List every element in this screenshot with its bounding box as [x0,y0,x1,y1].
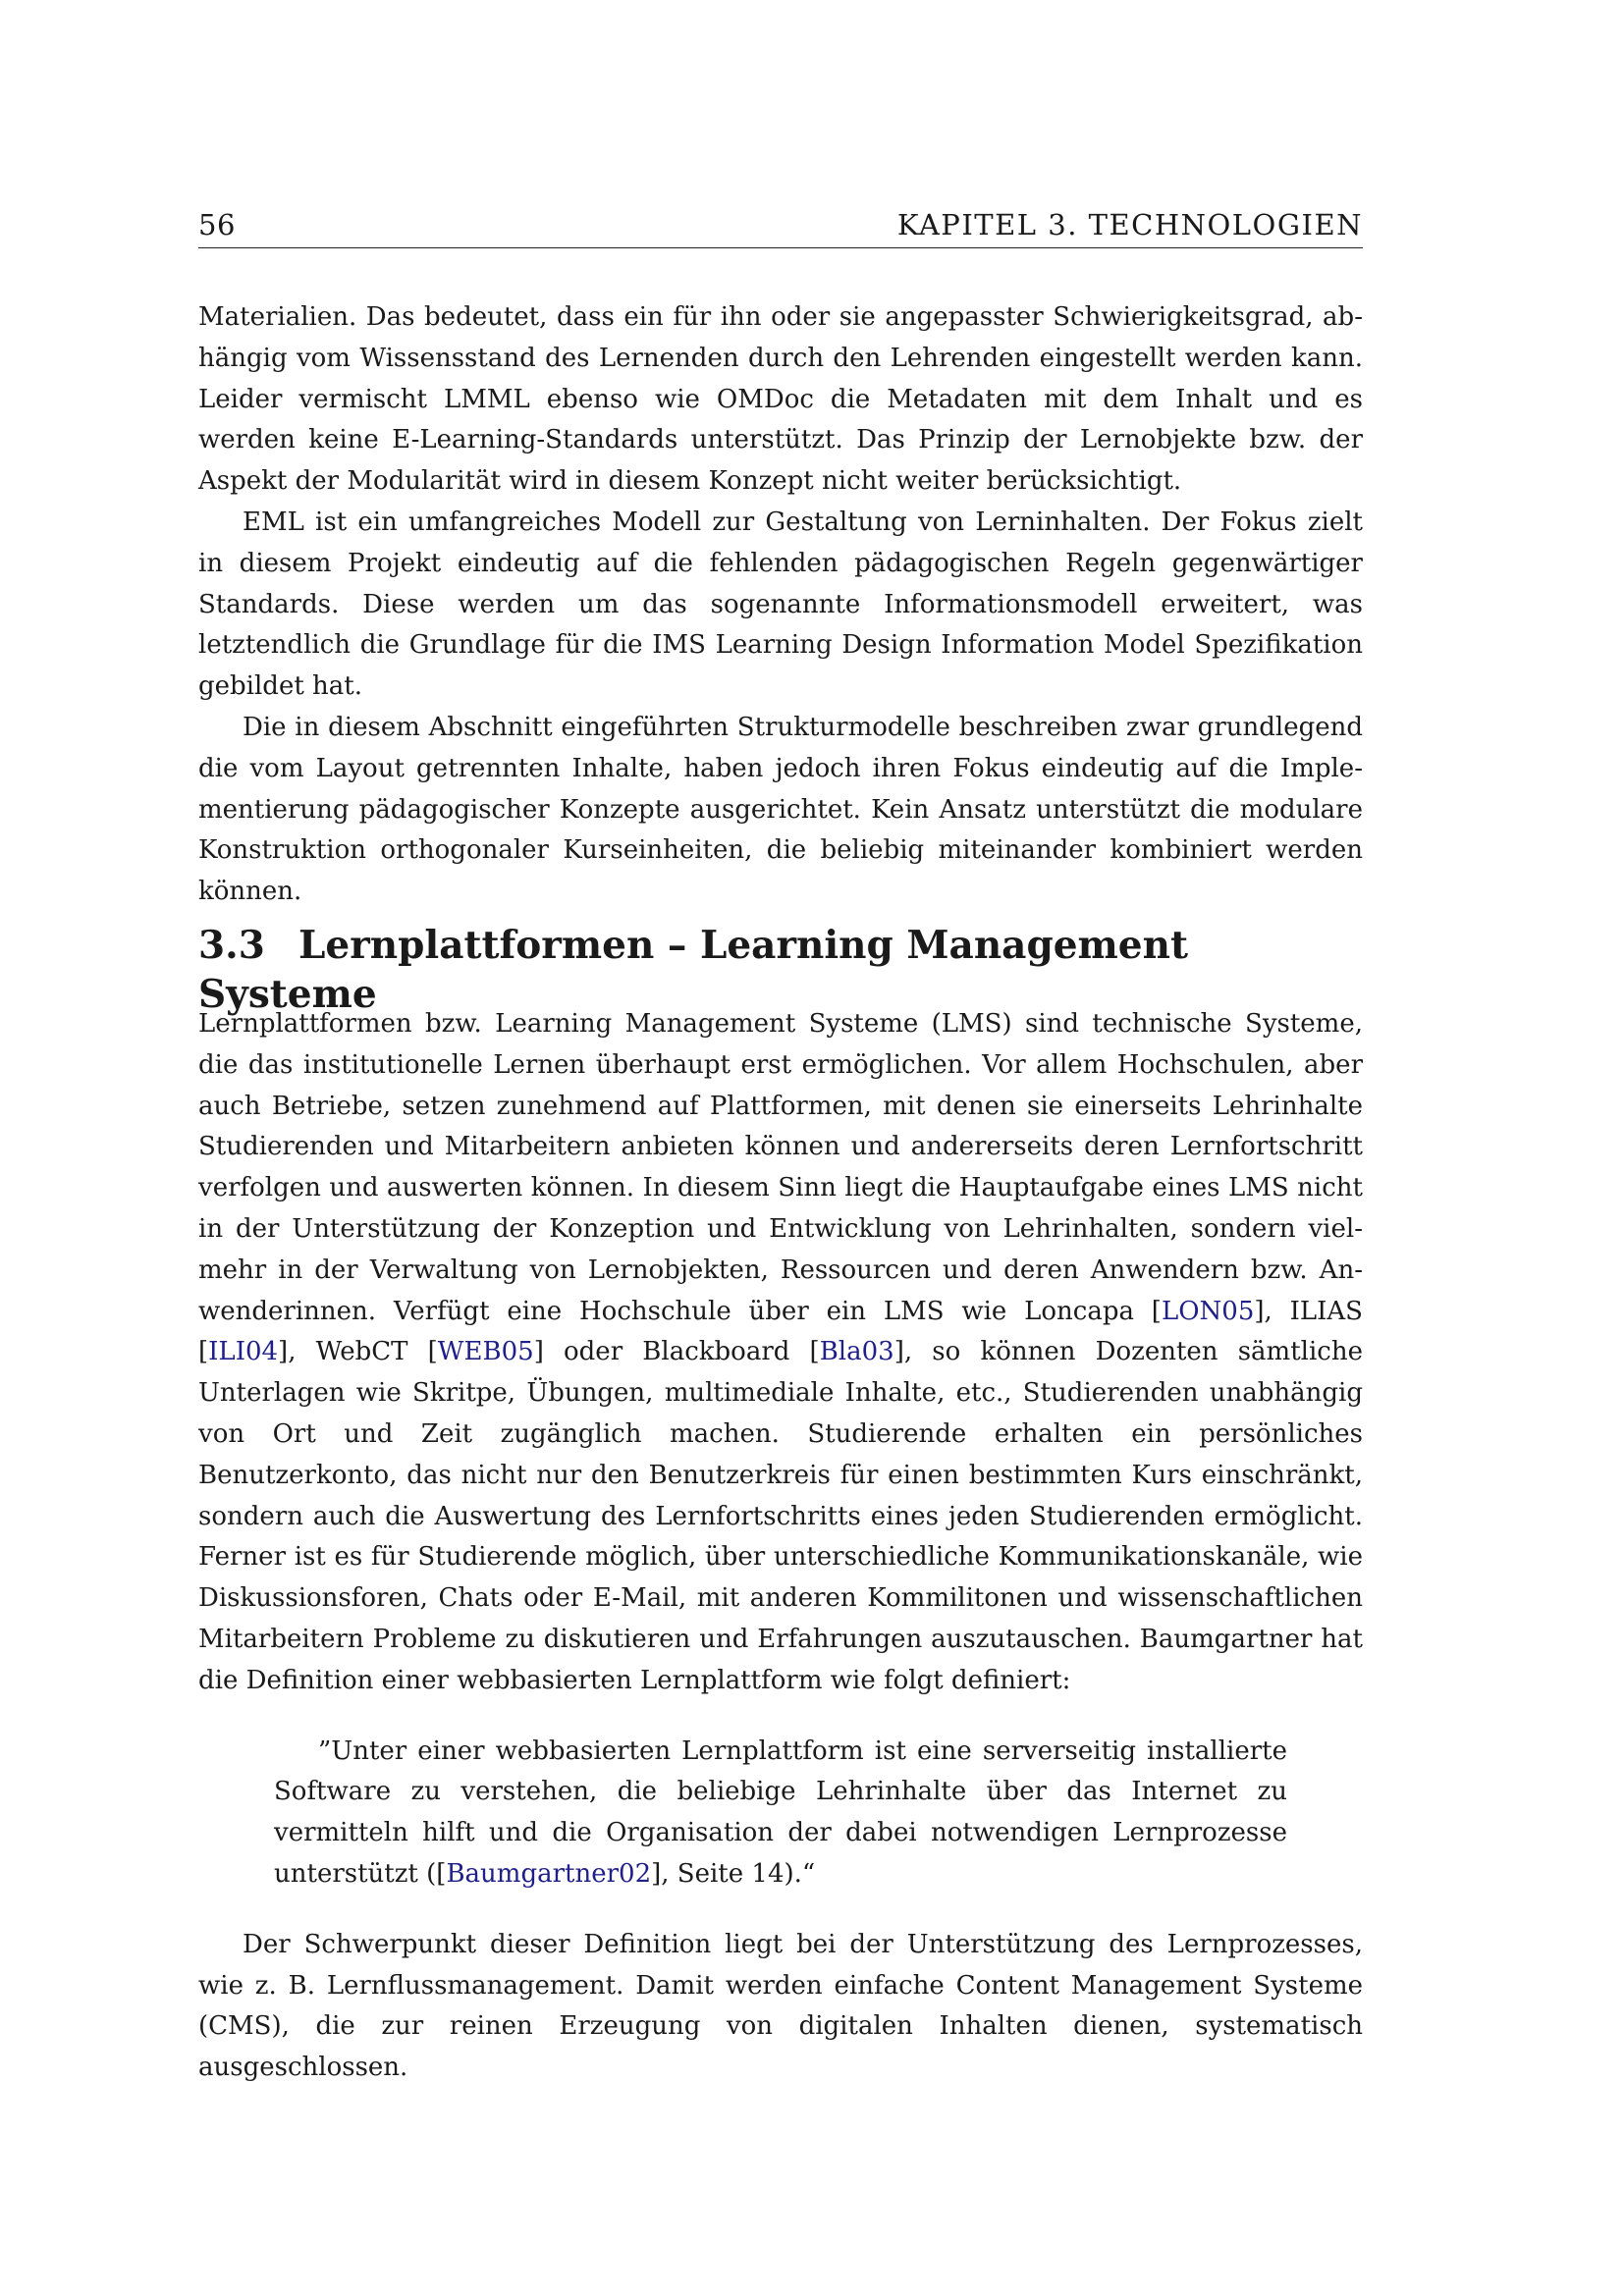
paragraph-structure-models: Die in diesem Abschnitt eingeführten Strukturmodelle beschreiben zwar grundlegend die vom Layout getrennten Inhalte, haben jedoch ihren Fokus eindeutig auf die Implementierung pädagogischer Konzepte ausgerichtet. Kein Ansatz unterstützt die modulare Konstruktion orthogonaler Kurseinheiten, die beliebig miteinander kombiniert werden können. [198,712,1363,907]
citation-link-bla03[interactable]: Bla03 [819,1337,894,1367]
citation-link-baumgartner02[interactable]: Baumgartner02 [446,1858,652,1889]
running-header [198,204,1363,248]
quote-tail: ], Seite 14).“ [651,1858,816,1889]
lms-text-2: ], ILIAS [ [198,1296,1363,1367]
section-number: 3.3 [198,923,265,968]
lms-text-3: ], WebCT [ [278,1337,438,1367]
citation-link-web05[interactable]: WEB05 [437,1337,534,1367]
body-text-top [198,297,1363,913]
block-quote [274,1732,1287,1896]
paragraph-continuation: Materialien. Das bedeutet, dass ein für ihn oder sie angepasster Schwierigkeitsgrad, abhängig vom Wissensstand des Lernenden durch den Lehrenden eingestellt werden kann. Leider vermischt LMML ebenso wie OMDoc die Metadaten mit dem Inhalt und es werden keine E-Learning-Standards unterstützt. Das Prinzip der Lernobjekte bzw. der Aspekt der Modularität wird in diesem Konzept nicht weiter berücksichtigt. [198,302,1363,497]
quote-text: ”Unter einer webbasierten Lernplattform ist eine serverseitig installierte Software zu verstehen, die beliebige Lehrinhalte über das Internet zu vermitteln hilft und die Organisation der dabei notwendigen Lernprozesse unterstützt ([ [274,1735,1287,1889]
page-number: 56 [198,208,236,241]
lms-text-1: Lernplattformen bzw. Learning Management Systeme (LMS) sind technische Systeme, die das institutionelle Lernen überhaupt erst ermöglichen. Vor allem Hochschulen, aber auch Betriebe, setzen zunehmend auf Plattformen, mit denen sie einerseits Lehrinhalte Studierenden und Mitarbeitern anbieten können und andererseits deren Lernfortschritt verfolgen und auswerten können. In diesem Sinn liegt die Hauptaufgabe eines LMS nicht in der Unterstützung der Konzeption und Entwicklung von Lehrinhalten, sondern vielmehr in der Verwaltung von Lernobjekten, Ressourcen und deren Anwendern bzw. Anwenderinnen. Verfügt eine Hochschule über ein LMS wie Loncapa [ [198,1009,1363,1326]
citation-link-ili04[interactable]: ILI04 [208,1337,279,1367]
lms-text-4: ] oder Blackboard [ [533,1337,820,1367]
running-title: KAPITEL 3. TECHNOLOGIEN [896,208,1363,241]
body-text-section [198,1004,1363,2089]
paragraph-lms [198,1004,1363,1702]
citation-link-lon05[interactable]: LON05 [1161,1296,1255,1326]
paragraph-eml: EML ist ein umfangreiches Modell zur Gestaltung von Lerninhalten. Der Fokus zielt in diesem Projekt eindeutig auf die fehlenden pädagogischen Regeln gegenwärtiger Standards. Diese werden um das sogenannte Informationsmodell erweitert, was letztendlich die Grundlage für die IMS Learning Design Information Model Spezifikation gebildet hat. [198,507,1363,702]
lms-text-5: ], so können Dozenten sämtliche Unterlagen wie Skritpe, Übungen, multimediale Inhalte, etc., Studierenden unabhängig von Ort und Zeit zugänglich machen. Studierende erhalten ein persönliches Benutzerkonto, das nicht nur den Benutzerkreis für einen bestimmten Kurs einschränkt, sondern auch die Auswertung des Lernfortschritts eines jeden Studierenden ermöglicht. Ferner ist es für Studierende möglich, über unterschiedliche Kommunikationskanäle, wie Diskussionsforen, Chats oder E-Mail, mit anderen Kommilitonen und wissenschaftlichen Mitarbeitern Probleme zu diskutieren und Erfahrungen auszutauschen. Baumgartner hat die Definition einer webbasierten Lernplattform wie folgt definiert: [198,1337,1363,1695]
section-title: Lernplattformen – Learning Management Systeme [198,923,1188,1017]
paragraph-closing: Der Schwerpunkt dieser Definition liegt bei der Unterstützung des Lernprozesses, wie z. B. Lernflussmanagement. Damit werden einfache Content Management Systeme (CMS), die zur reinen Erzeugung von digitalen Inhalten dienen, systematisch ausgeschlossen. [198,1929,1363,2083]
